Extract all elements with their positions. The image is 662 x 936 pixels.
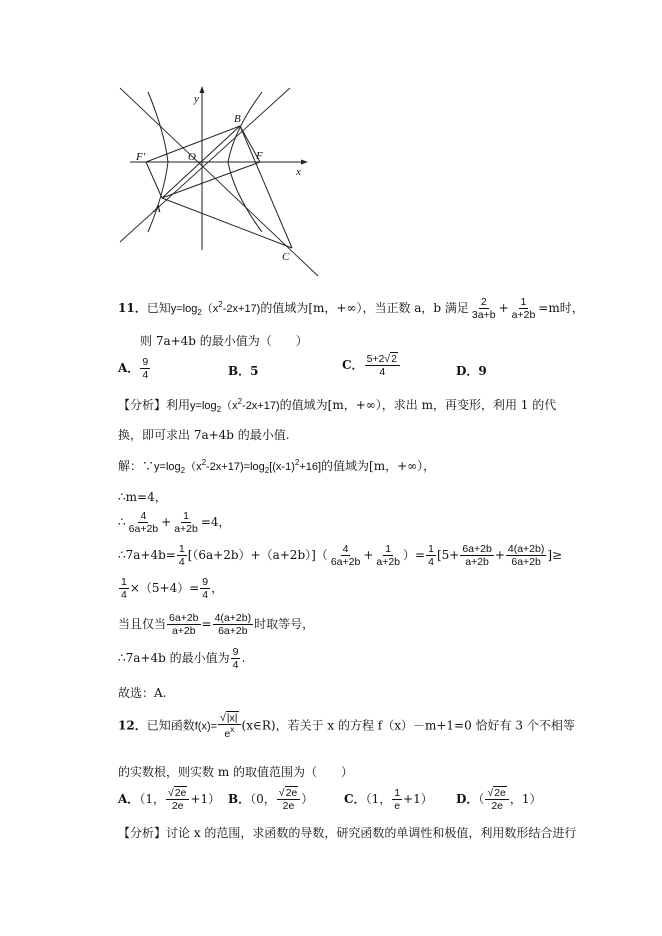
label-C: C [282, 251, 290, 263]
q12-function-fraction: $\frac{√|x|}{e^x}$ [218, 712, 240, 740]
q12-option-c: C．（1， $\frac{1}{e}$ +1） [344, 787, 433, 813]
q11-analysis-line2: 换，即可求出 7a+4b 的最小值. [118, 428, 290, 442]
x-axis-arrow [301, 160, 308, 165]
q11-stem-a: 已知 [146, 301, 171, 316]
q11-plus: + [498, 301, 509, 316]
q11-solution-eq3: $\frac{1}{4}$ ×（5+4）= $\frac{9}{4}$ ， [121, 576, 224, 602]
asymptote-1 [120, 88, 318, 276]
seg-Fp-A [146, 162, 162, 198]
q11-number: 11． [118, 301, 147, 316]
q12-stem-line2: 的实数根，则实数 m 的取值范围为（ ） [118, 765, 354, 779]
label-B: B [234, 113, 241, 125]
q11-solution-eq2: ∴7a+4b= $\frac{1}{4}$ [（6a+2b）+（a+2b）]（ $\frac{4}{6a+2b}$ + $\frac{1}{a+2b}$ ）= $\frac{1}{4}$ [5+ $\frac{6a+2b}{a+2b}$ + $\frac{4(a+2b)}{6a+2b}$ ]≥ [118, 543, 563, 569]
q12-number: 12． [118, 718, 147, 733]
seg-A-F [162, 162, 260, 198]
label-F: F [256, 150, 263, 162]
label-O: O [188, 151, 196, 163]
label-x: x [296, 166, 301, 178]
q11-option-d: D．9 [456, 364, 487, 378]
q11-answer: 故选：A. [118, 686, 167, 700]
label-F-prime: F' [136, 151, 146, 163]
q12-analysis: 【分析】讨论 x 的范围，求函数的导数，研究函数的单调性和极值，利用数形结合进行 [118, 826, 577, 840]
q11-solution-line1: 解：$\because y=\log_2(x^2-2x+17)=\log_2[(x-1)^2+16]$的值域为[m，+∞）， [118, 458, 436, 475]
q11-m-value: ∴m=4， [118, 490, 167, 504]
q11-analysis-line1: 【分析】利用$y=\log_2(x^2-2x+17)$的值域为[m，+∞），求出 m，再变形，利用 1 的代 [118, 397, 557, 414]
q11-option-a: A． $\frac{9}{4}$ [118, 356, 149, 382]
q11-solution-eq1: ∴ $\frac{4}{6a+2b}$ + $\frac{1}{a+2b}$ =4， [118, 510, 231, 536]
q12-stem-line1: 12．已知函数f(x)= $\frac{√|x|}{e^x}$ (x∈R)，若关于 x 的方程 f（x）－m+1=0 恰好有 3 个不相等 [118, 712, 575, 741]
seg-B-C [240, 126, 292, 248]
q11-option-c: C． $\frac{5+2√2}{4}$ [342, 353, 401, 378]
q11-stem-line2: 则 7a+4b 的最小值为（ ） [140, 334, 308, 348]
q11-stem-b: 的值域为[m，+∞），当正数 a，b 满足 [260, 301, 469, 316]
q11-min-value: ∴7a+4b 的最小值为 $\frac{9}{4}$ . [118, 646, 246, 672]
q11-func: $y=\log_2(x^2-2x+17)$ [170, 300, 261, 318]
label-A: A [154, 203, 161, 215]
y-axis-arrow [200, 86, 205, 93]
q11-frac-1: $\frac{2}{3a+b}$ [471, 296, 496, 322]
hyperbola-figure [110, 80, 330, 280]
seg-A-C [162, 198, 292, 248]
figure-svg [110, 80, 330, 280]
q12-option-b: B．（0， $\frac{√2e}{2e}$ ） [228, 787, 314, 813]
q11-stem-line1 [118, 296, 584, 321]
q12-option-d: D．（ $\frac{√2e}{2e}$ ，1） [456, 787, 542, 813]
asymptote-2 [120, 88, 290, 242]
q11-stem-c: =m时， [538, 301, 584, 316]
q12-option-a: A．（1， $\frac{√2e}{2e}$ +1） [118, 787, 221, 813]
q11-option-b: B．5 [228, 364, 259, 378]
q11-equality-condition: 当且仅当 $\frac{6a+2b}{a+2b}$ = $\frac{4(a+2b)}{6a+2b}$ 时取等号， [118, 612, 315, 638]
q11-frac-2: $\frac{1}{a+2b}$ [511, 296, 536, 322]
label-y: y [194, 93, 199, 105]
